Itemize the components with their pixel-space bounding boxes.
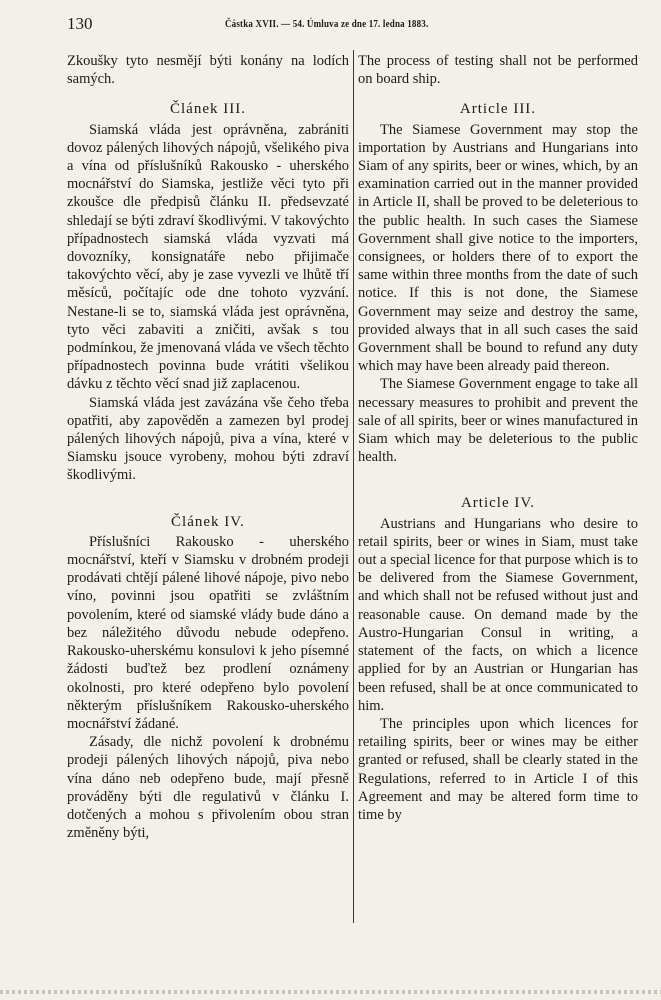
column-divider — [353, 50, 354, 923]
english-paragraph: The principles upon which licences for retailing spirits, beer or wines may be either granted or refused, shall be clearly stated in the Regulations, referred to in Article I of this Agreement and may be altered form time to time by — [358, 715, 638, 823]
english-article-heading: Article IV. — [460, 495, 536, 512]
czech-article-heading: Článek III. — [170, 101, 246, 118]
czech-article-heading: Článek IV. — [171, 513, 245, 530]
czech-paragraph: Siamská vláda jest zavázána vše čeho třeba opatřiti, aby zapověděn a zamezen byl prodej pálených lihových nápojů, piva a vína, které v Siamsku jsouce vyrobeny, mohou býti zdraví škodlivými. — [67, 394, 349, 484]
english-paragraph: The Siamese Government engage to take all necessary measures to prohibit and prevent the sale of all spirits, beer or wines manufactured in Siam which may be deleterious to the public health. — [358, 376, 638, 466]
czech-column — [67, 52, 349, 842]
czech-paragraph: Zkoušky tyto nesmějí býti konány na lodích samých. — [67, 53, 349, 88]
czech-paragraph: Příslušníci Rakousko - uherského mocnářství, kteří v Siamsku v drobném prodeji prodávati chtějí pálené lihové nápoje, pivo nebo víno, povinni jsou opatřiti se zvláštním povolením, které od siamské vlády bude dáno a bez náležitého důvodu nebude odepřeno. Rakousko-uherskému konsulovi k jeho písemné žádosti buďtež bez prodlení oznámeny okolnosti, pro které odepřeno bylo povolení některým příslušníkem Rakousko-uherského mocnářství žádané. — [67, 533, 349, 732]
english-column — [358, 52, 638, 824]
czech-paragraph: Zásady, dle nichž povolení k drobnému prodeji pálených lihových nápojů, piva nebo vína dáno neb odepřeno bude, mají přesně prováděny býti dle regulativů v článku I. dotčených a mohou s přivolením obou stran změněny býti, — [67, 734, 349, 842]
running-header: Částka XVII. — 54. Úmluva ze dne 17. ledna 1883. — [225, 19, 429, 30]
scan-edge — [0, 990, 661, 994]
english-paragraph: The process of testing shall not be performed on board ship. — [358, 53, 638, 88]
czech-paragraph: Siamská vláda jest oprávněna, zabrániti dovoz pálených lihových nápojů, všelikého piva a vína od příslušníků Rakousko - uherského mocnářství do Siamska, jestliže věci tyto při zkoušce dle předpisů článku II. předsevzaté shledají se býti zdraví škodlivými. V takovýchto případnostech siamská vláda vyzvati má dovozníky, konsignatáře nebo přijimače takovýchto věcí, aby je zase vyvezli ve lhůtě tří měsíců, počítajíc ode dne tohoto vyzvání. Nestane-li se to, siamská vláda jest oprávněna, tyto věci zabaviti a zničiti, avšak s tou podmínkou, že jmenovaná vláda ve všech těchto případnostech povinna bude vrátiti všelikou dávku z těchto věcí snad již zaplacenou. — [67, 121, 349, 393]
english-paragraph: The Siamese Government may stop the importation by Austrians and Hungarians into Siam of any spirits, beer or wines, which, by an examination carried out in the manner provided in Article II, shall be proved to be deleterious to the public health. In such cases the Siamese Government shall give notice to the importers, consignees, or holders there of to export the same within three months from the date of such notice. If this is not done, the Siamese Government may seize and destroy the same, provided always that in all such cases the said Government shall be bound to refund any duty which may have been already paid thereon. — [358, 121, 638, 375]
page-number: 130 — [67, 14, 93, 33]
english-article-heading: Article III. — [459, 101, 537, 118]
english-paragraph: Austrians and Hungarians who desire to retail spirits, beer or wines in Siam, must take out a special licence for that purpose which is to be delivered from the Siamese Government, and which shall not be refused without just and reasonable cause. On demand made by the Austro-Hungarian Consul in writing, a statement of the facts, on which a licence applied for by an Austrian or Hungarian has been refused, shall be at once communicated to him. — [358, 515, 638, 714]
